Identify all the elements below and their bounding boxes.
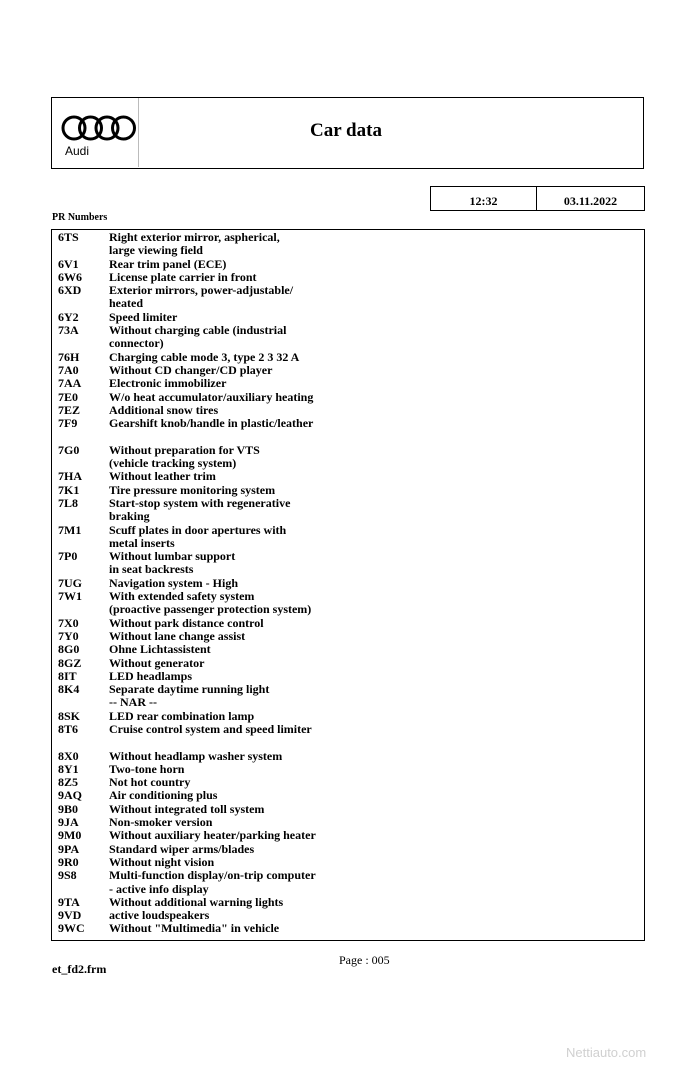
list-item <box>58 776 644 789</box>
list-item <box>58 311 644 324</box>
list-item <box>58 683 644 710</box>
pr-description: Separate daytime running light -- NAR -- <box>109 682 270 710</box>
list-item <box>58 284 644 311</box>
pr-description: Without leather trim <box>109 469 216 484</box>
list-item <box>58 657 644 670</box>
list-item <box>58 484 644 497</box>
pr-numbers-list <box>58 231 644 936</box>
pr-description: Standard wiper arms/blades <box>109 841 255 856</box>
pr-code: 9PA <box>58 841 80 856</box>
pr-description: Without generator <box>109 655 205 670</box>
pr-description: Without lumbar support in seat backrests <box>109 549 236 577</box>
audi-rings-icon <box>61 114 137 142</box>
time-value: 12:32 <box>431 187 537 210</box>
pr-description: Without integrated toll system <box>109 801 265 816</box>
pr-code: 7EZ <box>58 402 81 417</box>
list-item <box>58 710 644 723</box>
pr-description: Without headlamp washer system <box>109 748 283 763</box>
list-item <box>58 843 644 856</box>
list-item <box>58 723 644 736</box>
pr-code: 9VD <box>58 908 82 923</box>
list-item <box>58 750 644 763</box>
list-item <box>58 550 644 577</box>
pr-code: 7M1 <box>58 522 82 537</box>
pr-code: 6Y2 <box>58 309 79 324</box>
pr-code: 7AA <box>58 376 82 391</box>
list-item <box>58 856 644 869</box>
list-item <box>58 470 644 483</box>
pr-description: Two-tone horn <box>109 761 185 776</box>
pr-description: LED rear combination lamp <box>109 708 255 723</box>
pr-code: 7L8 <box>58 495 79 510</box>
watermark: Nettiauto.com <box>566 1045 647 1060</box>
list-item <box>58 617 644 630</box>
list-item <box>58 324 644 351</box>
pr-description: Air conditioning plus <box>109 788 218 803</box>
pr-code: 6TS <box>58 230 79 244</box>
list-item <box>58 670 644 683</box>
pr-code: 8IT <box>58 668 77 683</box>
pr-description: Rear trim panel (ECE) <box>109 256 227 271</box>
pr-description: Not hot country <box>109 775 191 790</box>
pr-description: Without auxiliary heater/parking heater <box>109 828 316 843</box>
list-item <box>58 643 644 656</box>
form-name: et_fd2.frm <box>52 962 107 976</box>
pr-description: Start-stop system with regenerative braking <box>109 495 291 524</box>
pr-code: 8Z5 <box>58 775 79 790</box>
pr-code: 9JA <box>58 815 79 830</box>
pr-description: Multi-function display/on-trip computer - active info display <box>109 868 316 896</box>
list-item <box>58 271 644 284</box>
pr-code: 9AQ <box>58 788 82 803</box>
page-number: Page : 005 <box>339 953 390 967</box>
header-box <box>51 97 644 169</box>
pr-code: 9R0 <box>58 854 79 869</box>
pr-description: Without lane change assist <box>109 628 246 643</box>
pr-code: 7G0 <box>58 442 80 457</box>
pr-description: Without preparation for VTS (vehicle tracking system) <box>109 442 260 471</box>
pr-description: Additional snow tires <box>109 402 219 417</box>
list-item <box>58 896 644 909</box>
list-item <box>58 803 644 816</box>
list-item <box>58 404 644 417</box>
list-item <box>58 630 644 643</box>
list-item <box>58 497 644 524</box>
list-item <box>58 444 644 471</box>
list-item <box>58 391 644 404</box>
date-value: 03.11.2022 <box>563 194 618 208</box>
datetime-box <box>430 186 645 211</box>
list-spacer <box>58 736 644 749</box>
pr-code: 8T6 <box>58 721 79 736</box>
list-item <box>58 909 644 922</box>
pr-code: 8K4 <box>58 682 80 697</box>
pr-description: License plate carrier in front <box>109 269 257 284</box>
audi-logo <box>52 98 139 167</box>
list-item <box>58 869 644 896</box>
pr-description: Charging cable mode 3, type 2 3 32 A <box>109 349 300 364</box>
pr-description: Without CD changer/CD player <box>109 362 273 377</box>
pr-description: Exterior mirrors, power-adjustable/ heated <box>109 283 294 311</box>
pr-code: 9S8 <box>58 868 77 883</box>
pr-code: 7P0 <box>58 549 78 564</box>
pr-description: Without park distance control <box>109 615 264 630</box>
list-item <box>58 231 644 258</box>
pr-code: 7E0 <box>58 389 79 404</box>
pr-description: active loudspeakers <box>109 908 210 923</box>
pr-code: 7UG <box>58 575 82 590</box>
pr-code: 8GZ <box>58 655 82 670</box>
pr-description: Tire pressure monitoring system <box>109 482 276 497</box>
pr-code: 8SK <box>58 708 81 723</box>
list-item <box>58 258 644 271</box>
pr-code: 7W1 <box>58 589 82 604</box>
list-item <box>58 524 644 551</box>
list-item <box>58 351 644 364</box>
pr-code: 9B0 <box>58 801 79 816</box>
list-item <box>58 763 644 776</box>
pr-description: Right exterior mirror, aspherical, large viewing field <box>109 230 280 258</box>
pr-description: With extended safety system (proactive passenger protection system) <box>109 589 312 617</box>
pr-description: W/o heat accumulator/auxiliary heating <box>109 389 314 404</box>
pr-code: 6W6 <box>58 269 82 284</box>
list-item <box>58 816 644 829</box>
pr-description: Non-smoker version <box>109 815 213 830</box>
list-item <box>58 829 644 842</box>
pr-description: Electronic immobilizer <box>109 376 227 391</box>
pr-code: 9M0 <box>58 828 82 843</box>
page-title: Car data <box>310 120 382 141</box>
pr-description: Without "Multimedia" in vehicle <box>109 921 280 936</box>
pr-description: LED headlamps <box>109 668 193 683</box>
pr-code: 6XD <box>58 283 82 298</box>
pr-description: Gearshift knob/handle in plastic/leather <box>109 416 314 431</box>
pr-code: 7A0 <box>58 362 79 377</box>
pr-description: Speed limiter <box>109 309 178 324</box>
pr-description: Without additional warning lights <box>109 894 284 909</box>
pr-code: 8Y1 <box>58 761 79 776</box>
pr-code: 7F9 <box>58 416 78 431</box>
pr-code: 73A <box>58 323 79 338</box>
pr-code: 7K1 <box>58 482 80 497</box>
pr-code: 9TA <box>58 894 80 909</box>
pr-description: Without charging cable (industrial connector) <box>109 323 287 351</box>
list-item <box>58 417 644 430</box>
pr-code: 8X0 <box>58 748 79 763</box>
list-spacer <box>58 430 644 443</box>
section-label: PR Numbers <box>52 212 108 223</box>
pr-description: Ohne Lichtassistent <box>109 642 211 657</box>
pr-description: Cruise control system and speed limiter <box>109 721 312 736</box>
pr-code: 8G0 <box>58 642 80 657</box>
pr-description: Without night vision <box>109 854 215 869</box>
pr-code: 6V1 <box>58 256 79 271</box>
list-item <box>58 577 644 590</box>
pr-code: 9WC <box>58 921 85 936</box>
pr-code: 7Y0 <box>58 628 79 643</box>
pr-code: 7X0 <box>58 615 79 630</box>
list-item <box>58 922 644 935</box>
list-item <box>58 590 644 617</box>
pr-description: Navigation system - High <box>109 575 238 590</box>
list-item <box>58 789 644 802</box>
list-item <box>58 377 644 390</box>
list-item <box>58 364 644 377</box>
pr-description: Scuff plates in door apertures with metal inserts <box>109 522 287 550</box>
pr-code: 76H <box>58 349 80 364</box>
pr-code: 7HA <box>58 469 82 484</box>
logo-wordmark: Audi <box>65 144 90 158</box>
pr-numbers-list-box <box>51 229 645 941</box>
